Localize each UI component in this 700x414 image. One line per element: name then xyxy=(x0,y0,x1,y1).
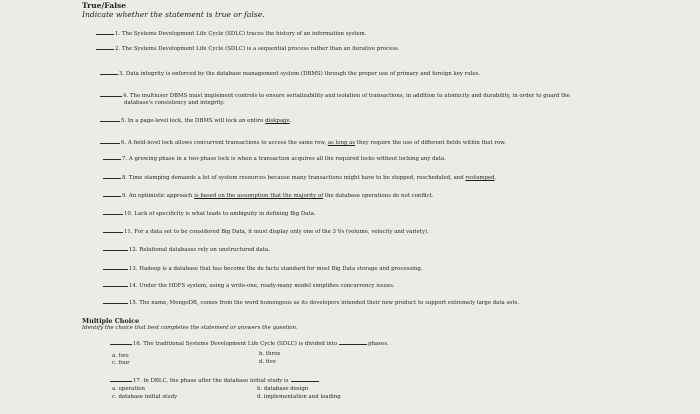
answer-blank[interactable] xyxy=(103,286,128,287)
answer-blank[interactable] xyxy=(103,159,121,160)
option-d[interactable]: d. implementation and loading xyxy=(257,394,341,400)
section-instruction: Indicate whether the statement is true or false. xyxy=(82,10,265,19)
question-15: 15. The name, MongoDB, comes from the word humongous as its developers intended their new product to support extremely large data sets. xyxy=(103,300,519,307)
answer-blank[interactable] xyxy=(103,269,128,270)
answer-blank[interactable] xyxy=(110,381,132,382)
answer-blank[interactable] xyxy=(110,344,132,345)
option-c[interactable]: c. database initial study xyxy=(112,394,178,400)
question-4: 4. The multiuser DBMS must implement controls to ensure serializability and isolation of transactions, in addition to atomicity and durability, in order to guard the xyxy=(100,93,570,100)
answer-blank[interactable] xyxy=(100,121,120,122)
option-a[interactable]: a. operation xyxy=(112,386,145,392)
question-11: 11. For a data set to be considered Big Data, it must display only one of the 3 Vs (volume, velocity and variety). xyxy=(103,229,429,236)
question-17: 17. In DBLC, the phase after the database initial study is xyxy=(110,378,319,385)
section-title-true-false: True/False xyxy=(82,1,127,10)
answer-blank[interactable] xyxy=(103,232,123,233)
question-8: 8. Time stamping demands a lot of system resources because many transactions might have to be stopped, rescheduled, and restamped. xyxy=(103,175,496,182)
question-7: 7. A growing phase in a two-phase lock is when a transaction acquires all the required locks without locking any data. xyxy=(103,156,446,163)
question-12: 12. Relational databases rely on unstructured data. xyxy=(103,247,270,254)
question-9: 9. An optimistic approach is based on the assumption that the majority of the database operations do not conflict. xyxy=(103,193,434,200)
answer-blank[interactable] xyxy=(103,178,121,179)
question-2: 2. The Systems Development Life Cycle (SDLC) is a sequential process rather than an iterative process. xyxy=(96,46,400,53)
answer-blank[interactable] xyxy=(103,250,128,251)
answer-blank[interactable] xyxy=(103,214,123,215)
option-b[interactable]: b. three xyxy=(259,351,281,357)
section-instruction: Identify the choice that best completes the statement or answers the question. xyxy=(82,325,298,331)
answer-blank[interactable] xyxy=(96,49,114,50)
option-d[interactable]: d. five xyxy=(259,359,276,365)
option-c[interactable]: c. four xyxy=(112,360,130,366)
question-3: 3. Data integrity is enforced by the database management system (DBMS) through the proper use of primary and foreign key rules. xyxy=(100,71,480,78)
answer-blank[interactable] xyxy=(103,303,128,304)
question-5: 5. In a page-level lock, the DBMS will lock an entire diskpage. xyxy=(100,118,291,125)
option-b[interactable]: b. database design xyxy=(257,386,309,392)
question-4-continued: database's consistency and integrity. xyxy=(124,100,225,106)
answer-blank[interactable] xyxy=(100,143,120,144)
option-a[interactable]: a. two xyxy=(112,353,129,359)
question-16: 16. The traditional Systems Development Life Cycle (SDLC) is divided into phases. xyxy=(110,341,389,348)
question-14: 14. Under the HDFS system, using a write-one, ready-many model simplifies concurrency issues. xyxy=(103,283,395,290)
fill-in-blank[interactable] xyxy=(291,381,319,382)
question-1: 1. The Systems Development Life Cycle (SDLC) traces the history of an information system. xyxy=(96,31,366,38)
answer-blank[interactable] xyxy=(100,96,122,97)
section-title-multiple-choice: Multiple Choice xyxy=(82,317,140,325)
question-13: 13. Hadoop is a database that has become the de facto standard for most Big Data storage and processing. xyxy=(103,266,422,273)
answer-blank[interactable] xyxy=(96,34,114,35)
fill-in-blank[interactable] xyxy=(339,344,367,345)
answer-blank[interactable] xyxy=(103,196,121,197)
answer-blank[interactable] xyxy=(100,74,118,75)
question-6: 6. A field-level lock allows concurrent transactions to access the same row, as long as they require the use of different fields within that row. xyxy=(100,140,506,147)
question-10: 10. Lack of specificity is what leads to ambiguity in defining Big Data. xyxy=(103,211,316,218)
